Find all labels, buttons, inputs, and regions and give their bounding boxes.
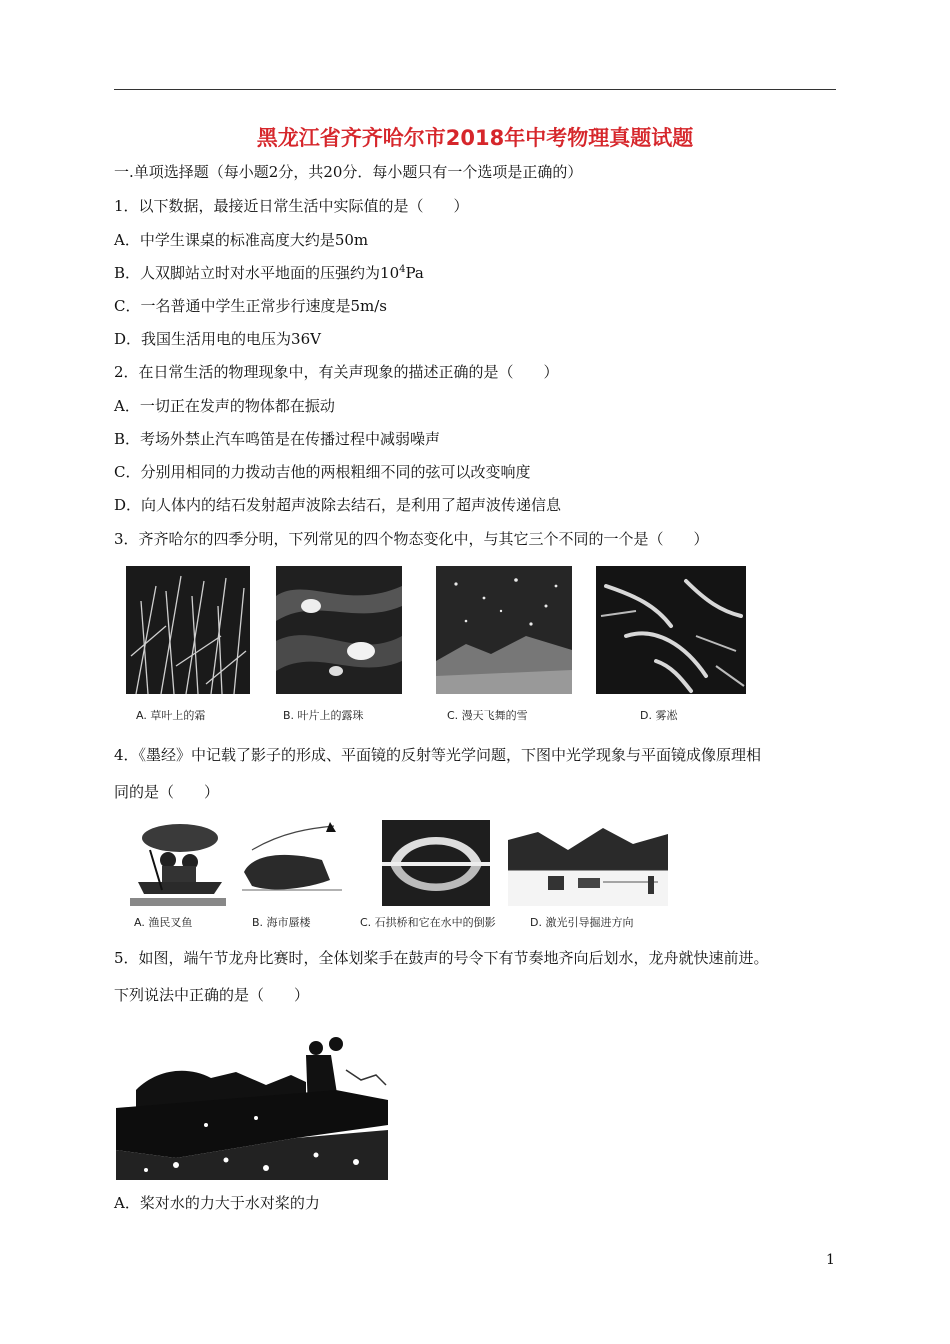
q3-photo-strip: [126, 566, 748, 694]
q3-caption-c: C. 漫天飞舞的雪: [447, 709, 528, 722]
q1-option-c: C．一名普通中学生正常步行速度是5m/s: [114, 297, 387, 315]
q2-option-b: B．考场外禁止汽车鸣笛是在传播过程中减弱噪声: [114, 430, 441, 448]
q4-caption-b: B. 海市蜃楼: [252, 916, 311, 929]
q1-option-a: A．中学生课桌的标准高度大约是50m: [114, 231, 369, 249]
q4-caption-c: C. 石拱桥和它在水中的倒影: [360, 916, 496, 929]
q3-photo-dew: [276, 566, 402, 694]
q1-option-b-text: B．人双脚站立时对水平地面的压强约为10: [114, 264, 400, 282]
q4-photo-laser-tunnel: [508, 820, 668, 906]
q5-stem-line-1: 5．如图，端午节龙舟比赛时，全体划桨手在鼓声的号令下有节奏地齐向后划水，龙舟就快速前进。: [114, 949, 769, 967]
document-title: 黑龙江省齐齐哈尔市2018年中考物理真题试题: [256, 126, 694, 150]
q5-stem-line-2: 下列说法中正确的是（ ）: [114, 986, 310, 1004]
section-heading: 一.单项选择题（每小题2分，共20分．每小题只有一个选项是正确的）: [114, 163, 583, 181]
q4-photo-mirage: [242, 820, 342, 906]
q2-option-c: C．分别用相同的力拨动吉他的两根粗细不同的弦可以改变响度: [114, 463, 531, 481]
q3-photo-rime: [596, 566, 746, 694]
q3-caption-b: B. 叶片上的露珠: [283, 709, 364, 722]
q3-caption-a: A. 草叶上的霜: [136, 709, 206, 722]
q4-photo-fishing: [130, 820, 226, 906]
q2-option-d: D．向人体内的结石发射超声波除去结石，是利用了超声波传递信息: [114, 496, 562, 514]
q3-photo-frost: [126, 566, 250, 694]
q4-caption-a: A. 渔民叉鱼: [134, 916, 193, 929]
q4-stem-line-2: 同的是（ ）: [114, 783, 220, 801]
q3-stem: 3．齐齐哈尔的四季分明，下列常见的四个物态变化中，与其它三个不同的一个是（ ）: [114, 530, 709, 548]
q3-photo-snow: [436, 566, 572, 694]
q4-photo-strip: [130, 820, 670, 906]
q1-option-d: D．我国生活用电的电压为36V: [114, 330, 321, 348]
q4-photo-stone-bridge: [382, 820, 490, 906]
q4-stem-line-1: 4．《墨经》中记载了影子的形成、平面镜的反射等光学问题，下图中光学现象与平面镜成像原理相: [114, 746, 762, 764]
q3-caption-d: D. 雾凇: [640, 709, 678, 722]
q5-dragon-boat-photo: [116, 1030, 388, 1180]
q2-stem: 2．在日常生活的物理现象中，有关声现象的描述正确的是（ ）: [114, 363, 559, 381]
q1-stem: 1．以下数据，最接近日常生活中实际值的是（ ）: [114, 197, 469, 215]
q4-caption-d: D. 激光引导掘进方向: [530, 916, 634, 929]
q1-option-b-unit: Pa: [405, 264, 424, 282]
header-rule: [114, 89, 836, 90]
page-number: 1: [826, 1252, 835, 1268]
q2-option-a: A．一切正在发声的物体都在振动: [114, 397, 335, 415]
q5-option-a: A．桨对水的力大于水对桨的力: [114, 1194, 320, 1212]
q1-option-b: [114, 263, 424, 283]
q1-option-b-exponent: 4: [399, 264, 406, 275]
